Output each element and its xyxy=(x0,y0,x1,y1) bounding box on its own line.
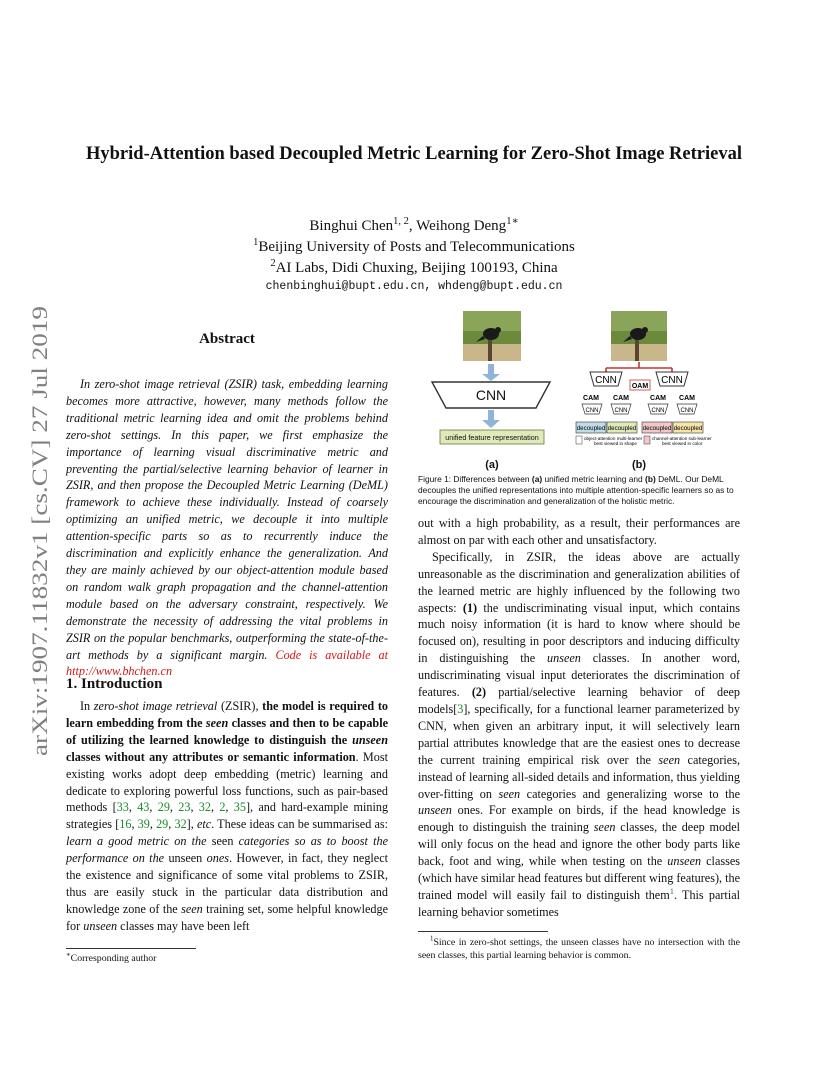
cnn-label-b1: CNN xyxy=(595,375,617,386)
footnote-text: Since in zero-shot settings, the unseen classes have no intersection with the seen classes, this partial learning behavior is common. xyxy=(418,937,740,961)
text-run: seen xyxy=(181,901,203,916)
author-name: Weihong Deng xyxy=(416,218,507,234)
abstract-heading: Abstract xyxy=(199,331,255,347)
text-run: (b) xyxy=(645,474,656,484)
text-run: ones xyxy=(202,851,229,866)
cam-label: CAM xyxy=(583,395,599,402)
footnote xyxy=(66,952,388,965)
text-run: ], specifically, for a functional learner parameterized by CNN, when given an arbitrary input, it will selectively learn partial attributes knowledge that are the easiest ones to decrease the current training empirical risk over the xyxy=(418,701,740,767)
text-run: ], and hard-example mining strategies [ xyxy=(66,800,389,832)
text-run: unseen xyxy=(418,803,452,818)
footnote-rule xyxy=(418,931,548,932)
code-link[interactable]: Code is available at http://www.bhchen.cn xyxy=(66,647,389,679)
section-heading: 1. Introduction xyxy=(66,676,163,692)
citation-link[interactable]: 35 xyxy=(233,800,246,815)
citation-link[interactable]: 29 xyxy=(157,800,170,815)
decoupled-label: decoupled xyxy=(607,425,637,432)
text-run: unified metric learning and xyxy=(542,474,646,484)
cam-label: CAM xyxy=(613,395,629,402)
author-line: Binghui Chen$^{1, 2}$, Weihong Deng$^{1∗}$ xyxy=(309,216,519,234)
citation-link[interactable]: 32 xyxy=(174,817,187,832)
legend-text: best viewed in shape xyxy=(594,441,637,446)
affiliation-text: Beijing University of Posts and Telecommunications xyxy=(258,239,575,255)
text-run: classes, the deep model will only focus on the head and ignore the other body parts like back, foot and wing, while when testing on the xyxy=(418,820,741,869)
cnn-label-b2: CNN xyxy=(661,375,683,386)
legend-swatch xyxy=(644,436,650,444)
text-run: (a) xyxy=(531,474,543,484)
oam-label: OAM xyxy=(631,383,649,390)
footnote-rule xyxy=(66,948,196,949)
legend-swatch xyxy=(576,436,582,444)
footnote-mark: 1 xyxy=(430,935,434,943)
text-run: Figure 1: Differences between xyxy=(418,474,532,484)
text-run: seen xyxy=(593,820,616,835)
legend-text: best viewed in color xyxy=(662,441,703,446)
unified-feature-label: unified feature representation xyxy=(445,433,539,442)
text-run: ], xyxy=(186,817,197,832)
author-name: Binghui Chen xyxy=(309,218,394,234)
text-run: In xyxy=(80,699,94,713)
affiliation xyxy=(80,237,748,257)
figure-1 xyxy=(418,306,748,472)
author-affil-mark: 1∗ xyxy=(506,216,519,227)
text-run: seen xyxy=(658,752,681,767)
arxiv-stamp xyxy=(20,300,60,760)
arrow-down-icon xyxy=(482,410,500,428)
text-run: unseen xyxy=(168,851,203,866)
arrow-down-icon xyxy=(482,364,500,381)
legend-text: channel-attention sub-learner xyxy=(652,436,712,441)
author-affil-mark: 1, 2 xyxy=(393,216,409,227)
author-emails: chenbinghui@bupt.edu.cn, whdeng@bupt.edu.cn xyxy=(265,280,563,293)
citation-list: 16, 39, 29, 32 xyxy=(119,817,187,832)
cam-label: CAM xyxy=(650,395,666,402)
text-run: etc xyxy=(196,817,212,832)
text-run: DeML. Our DeML decouples the unified representations into multiple attention-specific learners so as to encourage the discrimination and generalization of the holistic metric. xyxy=(418,474,734,506)
decoupled-label: decoupled xyxy=(642,425,672,432)
affiliation-mark: 1 xyxy=(253,237,259,248)
text-run: (2) xyxy=(471,685,487,700)
footnote-mark: ∗ xyxy=(66,951,71,959)
text-run: categories, instead of learning all-sided details and information, thus yielding over-fitting on xyxy=(418,752,740,801)
text-run: the model is required to learn embedding from the xyxy=(66,699,388,730)
affiliation-mark: 2 xyxy=(270,258,276,269)
citation-link[interactable]: 3 xyxy=(457,701,464,716)
text-run: seen xyxy=(211,834,234,849)
text-run: classes may have been left xyxy=(117,918,250,933)
abstract-text: In zero-shot image retrieval (ZSIR) task, embedding learning becomes more attractive, however, many methods follow the traditional metric learning idea and omit the problems behind zero-shot settings. In this paper, we first emphasize the importance of learning visual discriminative metric and preventing the partial/selective learning behavior of learner in ZSIR, and then propose the Decoupled Metric Learning (DeML) framework to achieve these individually. Instead of coarsely optimizing an unified metric, we decouple it into multiple attention-specific parts so as to recurrently induce the discrimination and explicitly enhance the generalization. And they are mainly achieved by our object-attention module based on random walk graph propagation and the channel-attention module based on the adversary constraint, respectively. We demonstrate the necessity of addressing the vital problems in ZSIR on the popular benchmarks, outperforming the state-of-the-art methods by a significant margin. xyxy=(66,377,388,662)
paragraph xyxy=(418,549,740,921)
citation-link[interactable]: 23 xyxy=(178,800,191,815)
figure-caption xyxy=(418,474,748,507)
citation-link[interactable]: 16 xyxy=(119,817,132,832)
text-run: . These ideas can be summarised as: xyxy=(211,817,389,832)
citation-link[interactable]: 33 xyxy=(116,800,129,815)
text-run: . However, in fact, they neglect the existence and significance of some vital problems to ZSIR, thus are easily stuck in the particular data distribution and knowledge zone of the xyxy=(66,851,389,916)
text-run: partial/selective learning behavior of deep models[ xyxy=(418,685,740,716)
arxiv-stamp-text: arXiv:1907.11832v1 [cs.CV] 27 Jul 2019 xyxy=(27,391,52,756)
right-column-body xyxy=(418,515,740,921)
cam-label: CAM xyxy=(679,395,695,402)
panel-label-b: (b) xyxy=(631,459,647,471)
text-run: seen xyxy=(205,715,229,730)
decoupled-label: decoupled xyxy=(576,425,606,432)
text-run: training set, some helpful knowledge for xyxy=(66,901,388,933)
intro-body xyxy=(66,698,388,935)
citation-list: 33, 43, 29, 23, 32, 2, 35 xyxy=(116,800,246,815)
affiliation xyxy=(80,258,748,278)
paper-title: Hybrid-Attention based Decoupled Metric Learning for Zero-Shot Image Retrieval xyxy=(86,144,742,164)
text-run: seen xyxy=(498,786,521,801)
text-run: Specifically, in ZSIR, the ideas above are actually unreasonable as the discrimination and generalization abilities of the learned metric are highly influenced by the following two aspects: xyxy=(418,549,740,615)
text-run: (ZSIR), xyxy=(217,699,263,713)
text-run: classes. In another word, undiscriminating visual input deteriorates the discrimination of features. xyxy=(418,651,740,700)
bird-photo-b xyxy=(611,311,667,361)
paragraph xyxy=(418,515,740,549)
learner-branch-arrows xyxy=(606,362,672,372)
text-run: classes without any attributes or semantic information xyxy=(66,749,356,764)
footnote xyxy=(418,936,740,962)
citation-link[interactable]: 29 xyxy=(156,817,169,832)
text-run: zero-shot image retrieval xyxy=(93,699,218,713)
cnn-sub-label: CNN xyxy=(614,408,628,414)
cnn-label-a: CNN xyxy=(475,387,507,403)
legend-text: object-attention multi-learner xyxy=(584,436,643,441)
footnote-text: Corresponding author xyxy=(70,953,157,964)
bird-photo-a xyxy=(463,311,521,361)
text-run: the undiscriminating visual input, which contains much noisy information (it is hard to know where should be focused on), resulting in poor descriptors and inducing difficulty in distinguishing the xyxy=(418,600,740,666)
text-run: unseen xyxy=(667,854,702,869)
decoupled-label: decoupled xyxy=(673,425,703,432)
text-run: classes (which have similar head features but different wing features), the trained model will easily fail to distinguish them xyxy=(418,854,740,902)
text-run: out with a high probability, as a result, their performances are almost on par with each other and unsatisfactory. xyxy=(418,516,740,547)
affiliation-text: AI Labs, Didi Chuxing, Beijing 100193, China xyxy=(275,260,558,276)
abstract-body xyxy=(66,376,388,680)
text-run: learn a good metric on the xyxy=(66,834,212,849)
text-run: categories so as to boost the performance on the xyxy=(66,834,388,866)
text-run: ones. For example on birds, if the head knowledge is enough to distinguish the training xyxy=(418,803,740,835)
text-run: unseen xyxy=(83,918,118,933)
cnn-sub-label: CNN xyxy=(651,408,665,414)
citation-link[interactable]: 32 xyxy=(198,800,211,815)
text-run: unseen xyxy=(547,651,581,666)
panel-label-a: (a) xyxy=(485,459,499,471)
citation-link[interactable]: 2 xyxy=(219,800,226,815)
citation-link[interactable]: 39 xyxy=(137,817,150,832)
text-run: unseen xyxy=(352,732,388,747)
text-run: (1) xyxy=(462,600,478,615)
footnote-link[interactable]: 1 xyxy=(669,885,674,896)
text-run: classes and then to be capable of utilizing the learned knowledge to distinguish the xyxy=(66,715,388,747)
cnn-sub-label: CNN xyxy=(680,408,694,414)
text-run: . Most existing works adopt deep embedding (metric) learning and dedicate to exploring powerful loss functions, such as pair-based methods [ xyxy=(66,749,388,815)
text-run: . This partial learning behavior sometimes xyxy=(418,887,740,919)
cnn-sub-label: CNN xyxy=(585,408,599,414)
citation-link[interactable]: 43 xyxy=(137,800,150,815)
text-run: categories and generalizing worse to the xyxy=(520,786,740,801)
